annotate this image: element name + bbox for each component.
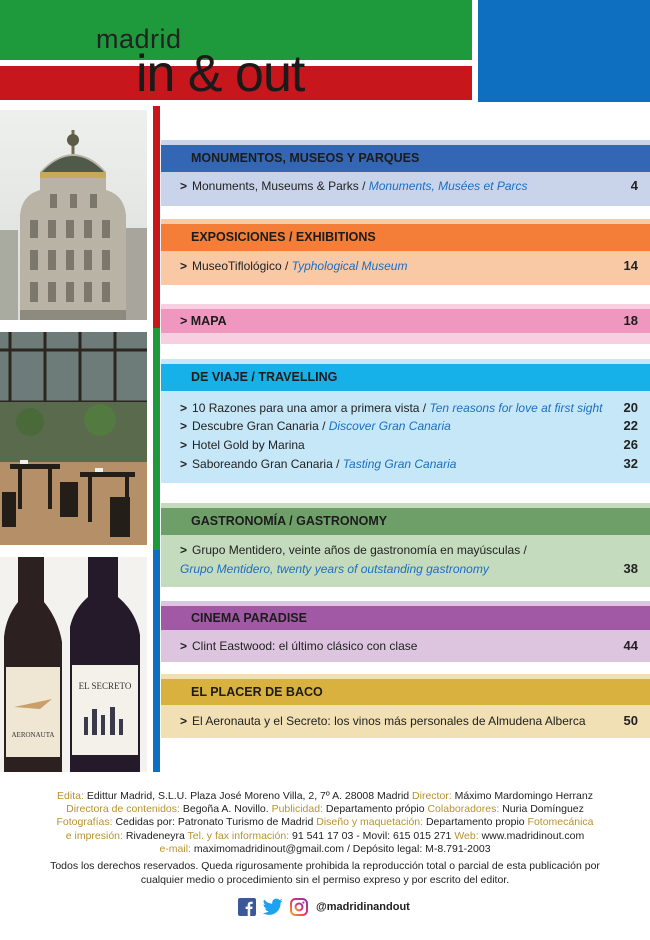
- section-body-exposiciones: [161, 251, 650, 285]
- photo-metropolis-building: [0, 110, 147, 320]
- page-number: 14: [623, 258, 638, 273]
- social-handle[interactable]: @madridinandout: [316, 901, 410, 913]
- page-number: 32: [623, 456, 638, 471]
- section-title-de-viaje: DE VIAJE / TRAVELLING: [161, 364, 650, 391]
- toc-item[interactable]: > MuseoTiflológico / Typhological Museum 14: [180, 258, 638, 273]
- wine-label-aeronauta: AERONAUTA: [11, 731, 55, 739]
- rights-notice: Todos los derechos reservados. Queda rigurosamente prohibida la reproducción total o parcial de esta publicación por cualquier medio o procedimiento sin el permiso expreso y por escrito del editor.: [50, 860, 600, 886]
- section-title-exposiciones: EXPOSICIONES / EXHIBITIONS: [161, 224, 650, 251]
- brand-in-and-out: in & out: [136, 45, 305, 103]
- side-bar-red: [153, 106, 160, 328]
- credits-line: Directora de contenidos: Begoña A. Novillo. Publicidad: Departamento própio Colaboradores: Nuria Domínguez: [66, 803, 584, 816]
- side-bar-blue: [153, 550, 160, 772]
- toc-item[interactable]: > Grupo Mentidero, veinte años de gastronomía en mayúsculas /: [180, 543, 527, 557]
- toc-item[interactable]: > Monuments, Museums & Parks / Monuments, Musées et Parcs 4: [180, 178, 638, 193]
- page-number: 20: [623, 400, 638, 415]
- toc-item[interactable]: > 10 Razones para una amor a primera vista / Ten reasons for love at first sight 20: [180, 400, 638, 415]
- header-blue-block: [478, 0, 650, 102]
- page-number: 22: [623, 418, 638, 433]
- credits-line: e-mail: maximomadridinout@gmail.com / Depósito legal: M-8.791-2003: [159, 842, 491, 855]
- toc-item[interactable]: > Hotel Gold by Marina 26: [180, 437, 638, 452]
- credits-block: [0, 790, 650, 856]
- toc-item[interactable]: > Clint Eastwood: el último clásico con clase 44: [180, 638, 638, 653]
- section-title-gastronomia: GASTRONOMÍA / GASTRONOMY: [161, 508, 650, 535]
- side-bar-green: [153, 328, 160, 550]
- section-title-placer-de-baco: EL PLACER DE BACO: [161, 679, 650, 705]
- toc-item-continued[interactable]: Grupo Mentidero, twenty years of outstanding gastronomy 38: [180, 561, 638, 576]
- toc-item[interactable]: > Saboreando Gran Canaria / Tasting Gran Canaria 32: [180, 456, 638, 471]
- section-title-cinema: CINEMA PARADISE: [161, 606, 650, 630]
- brand-madrid: madrid: [96, 24, 182, 54]
- credits-line: e impresión: Rivadeneyra Tel. y fax información: 91 541 17 03 - Movil: 615 015 271 Web: www.madridinout.com: [65, 829, 585, 842]
- section-body-de-viaje: [161, 391, 650, 483]
- section-body-gastronomia: [161, 535, 650, 587]
- instagram-icon[interactable]: [290, 898, 308, 918]
- section-body-cinema: [161, 630, 650, 662]
- section-body-monumentos: [161, 172, 650, 206]
- page-number: 44: [623, 638, 638, 653]
- section-title-mapa[interactable]: > MAPA 18: [161, 309, 650, 333]
- credits-line: Edita: Edittur Madrid, S.L.U. Plaza José Moreno Villa, 2, 7º A. 28008 Madrid Director: Máximo Mardomingo Herranz: [57, 790, 593, 802]
- credits-line: Fotografías: Cedidas por: Patronato Turismo de Madrid Diseño y maquetación: Departamento propio Fotomecánica: [56, 816, 594, 829]
- photo-wine-bottles: [0, 557, 147, 772]
- facebook-icon[interactable]: [238, 898, 256, 918]
- section-strip: [161, 333, 650, 344]
- page-number: 38: [623, 561, 638, 576]
- photo-terrace-restaurant: [0, 332, 147, 545]
- wine-label-el-secreto: EL SECRETO: [78, 681, 132, 691]
- toc-item[interactable]: > Descubre Gran Canaria / Discover Gran Canaria 22: [180, 418, 638, 433]
- page-number: 4: [630, 178, 638, 193]
- toc-item[interactable]: > El Aeronauta y el Secreto: los vinos más personales de Almudena Alberca 50: [180, 713, 638, 728]
- section-title-monumentos: MONUMENTOS, MUSEOS Y PARQUES: [161, 145, 650, 172]
- section-body-placer-de-baco: [161, 705, 650, 738]
- twitter-icon[interactable]: [263, 898, 283, 918]
- page-number: 18: [623, 313, 638, 328]
- page-number: 26: [623, 437, 638, 452]
- page-number: 50: [623, 713, 638, 728]
